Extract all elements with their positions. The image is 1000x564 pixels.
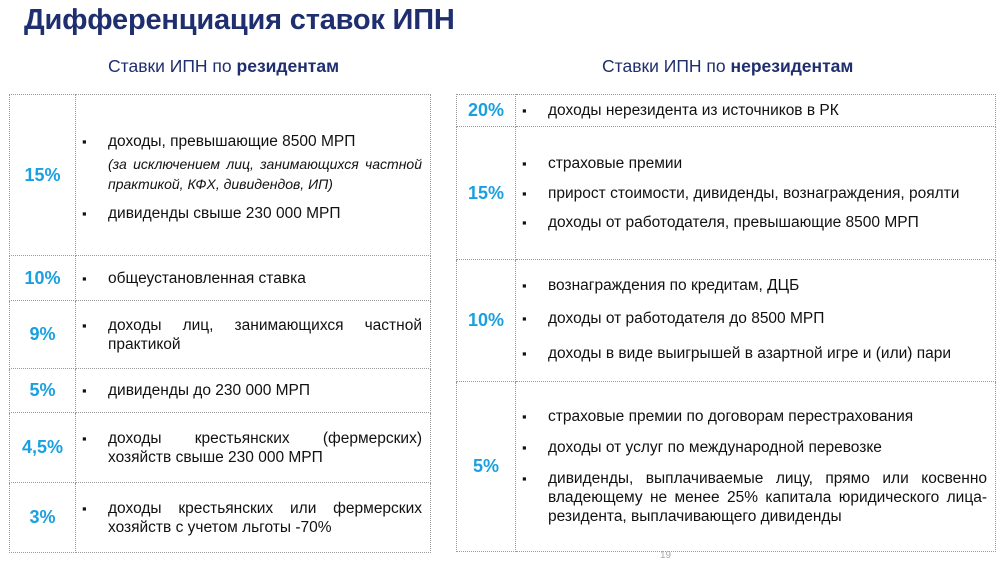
description-cell [76, 413, 431, 483]
list-item: ▪ страховые премии по договорам перестрахования [548, 407, 987, 426]
table-row [10, 256, 431, 301]
list-item: ▪ дивиденды свыше 230 000 МРП [108, 204, 422, 223]
list-item: ▪ дивиденды, выплачиваемые лицу, прямо или косвенно владеющему не менее 25% капитала юридического лица-резидента, выплачивающего дивиденды [548, 469, 987, 526]
list-item: ▪ доходы от работодателя до 8500 МРП [548, 309, 987, 328]
item-note: (за исключением лиц, занимающихся частной практикой, КФХ, дивидендов, ИП) [108, 155, 422, 192]
list-item: ▪ доходы крестьянских (фермерских) хозяйств свыше 230 000 МРП [108, 429, 422, 467]
page-title: Дифференциация ставок ИПН [24, 4, 455, 36]
page-number: 19 [660, 550, 672, 561]
residents-table [9, 94, 431, 553]
description-cell [76, 369, 431, 413]
list-item: ▪ страховые премии [548, 154, 987, 173]
description-cell [76, 256, 431, 301]
nonresidents-heading-prefix: Ставки ИПН по [602, 56, 731, 76]
nonresidents-heading [602, 56, 853, 77]
rate-cell: 9% [10, 301, 76, 369]
description-cell [516, 95, 996, 127]
description-cell [76, 95, 431, 256]
description-cell [516, 382, 996, 552]
rate-cell: 15% [457, 127, 516, 260]
rate-cell: 4,5% [10, 413, 76, 483]
rate-cell: 10% [457, 260, 516, 382]
list-item: ▪ доходы от услуг по международной перевозке [548, 438, 987, 457]
nonresidents-heading-bold: нерезидентам [730, 56, 854, 76]
list-item: ▪ прирост стоимости, дивиденды, вознаграждения, роялти [548, 184, 987, 203]
list-item: ▪ дивиденды до 230 000 МРП [108, 381, 422, 400]
list-item: ▪ вознаграждения по кредитам, ДЦБ [548, 276, 987, 295]
rate-cell: 3% [10, 483, 76, 553]
list-item: ▪ доходы в виде выигрышей в азартной игре и (или) пари [548, 342, 987, 366]
rate-cell: 15% [10, 95, 76, 256]
list-item: ▪ доходы лиц, занимающихся частной практикой [108, 316, 422, 354]
rate-cell: 20% [457, 95, 516, 127]
list-item: ▪ доходы от работодателя, превышающие 8500 МРП [548, 213, 987, 232]
table-row [457, 382, 996, 552]
table-row [457, 95, 996, 127]
nonresidents-table [456, 94, 996, 552]
table-row [10, 483, 431, 553]
residents-heading-bold: резидентам [236, 56, 340, 76]
list-item: ▪ доходы крестьянских или фермерских хозяйств с учетом льготы -70% [108, 499, 422, 537]
list-item [108, 132, 422, 194]
residents-heading [108, 56, 339, 77]
residents-heading-prefix: Ставки ИПН по [108, 56, 237, 76]
table-row [457, 127, 996, 260]
rate-cell: 5% [457, 382, 516, 552]
list-item: ▪ общеустановленная ставка [108, 269, 422, 288]
table-row [10, 301, 431, 369]
table-row [10, 95, 431, 256]
list-item: ▪ доходы нерезидента из источников в РК [548, 101, 987, 120]
description-cell [76, 483, 431, 553]
item-text: доходы, превышающие 8500 МРП [108, 132, 356, 150]
table-row [457, 260, 996, 382]
description-cell [516, 127, 996, 260]
rate-cell: 10% [10, 256, 76, 301]
table-row [10, 413, 431, 483]
table-row [10, 369, 431, 413]
rate-cell: 5% [10, 369, 76, 413]
description-cell [516, 260, 996, 382]
description-cell [76, 301, 431, 369]
